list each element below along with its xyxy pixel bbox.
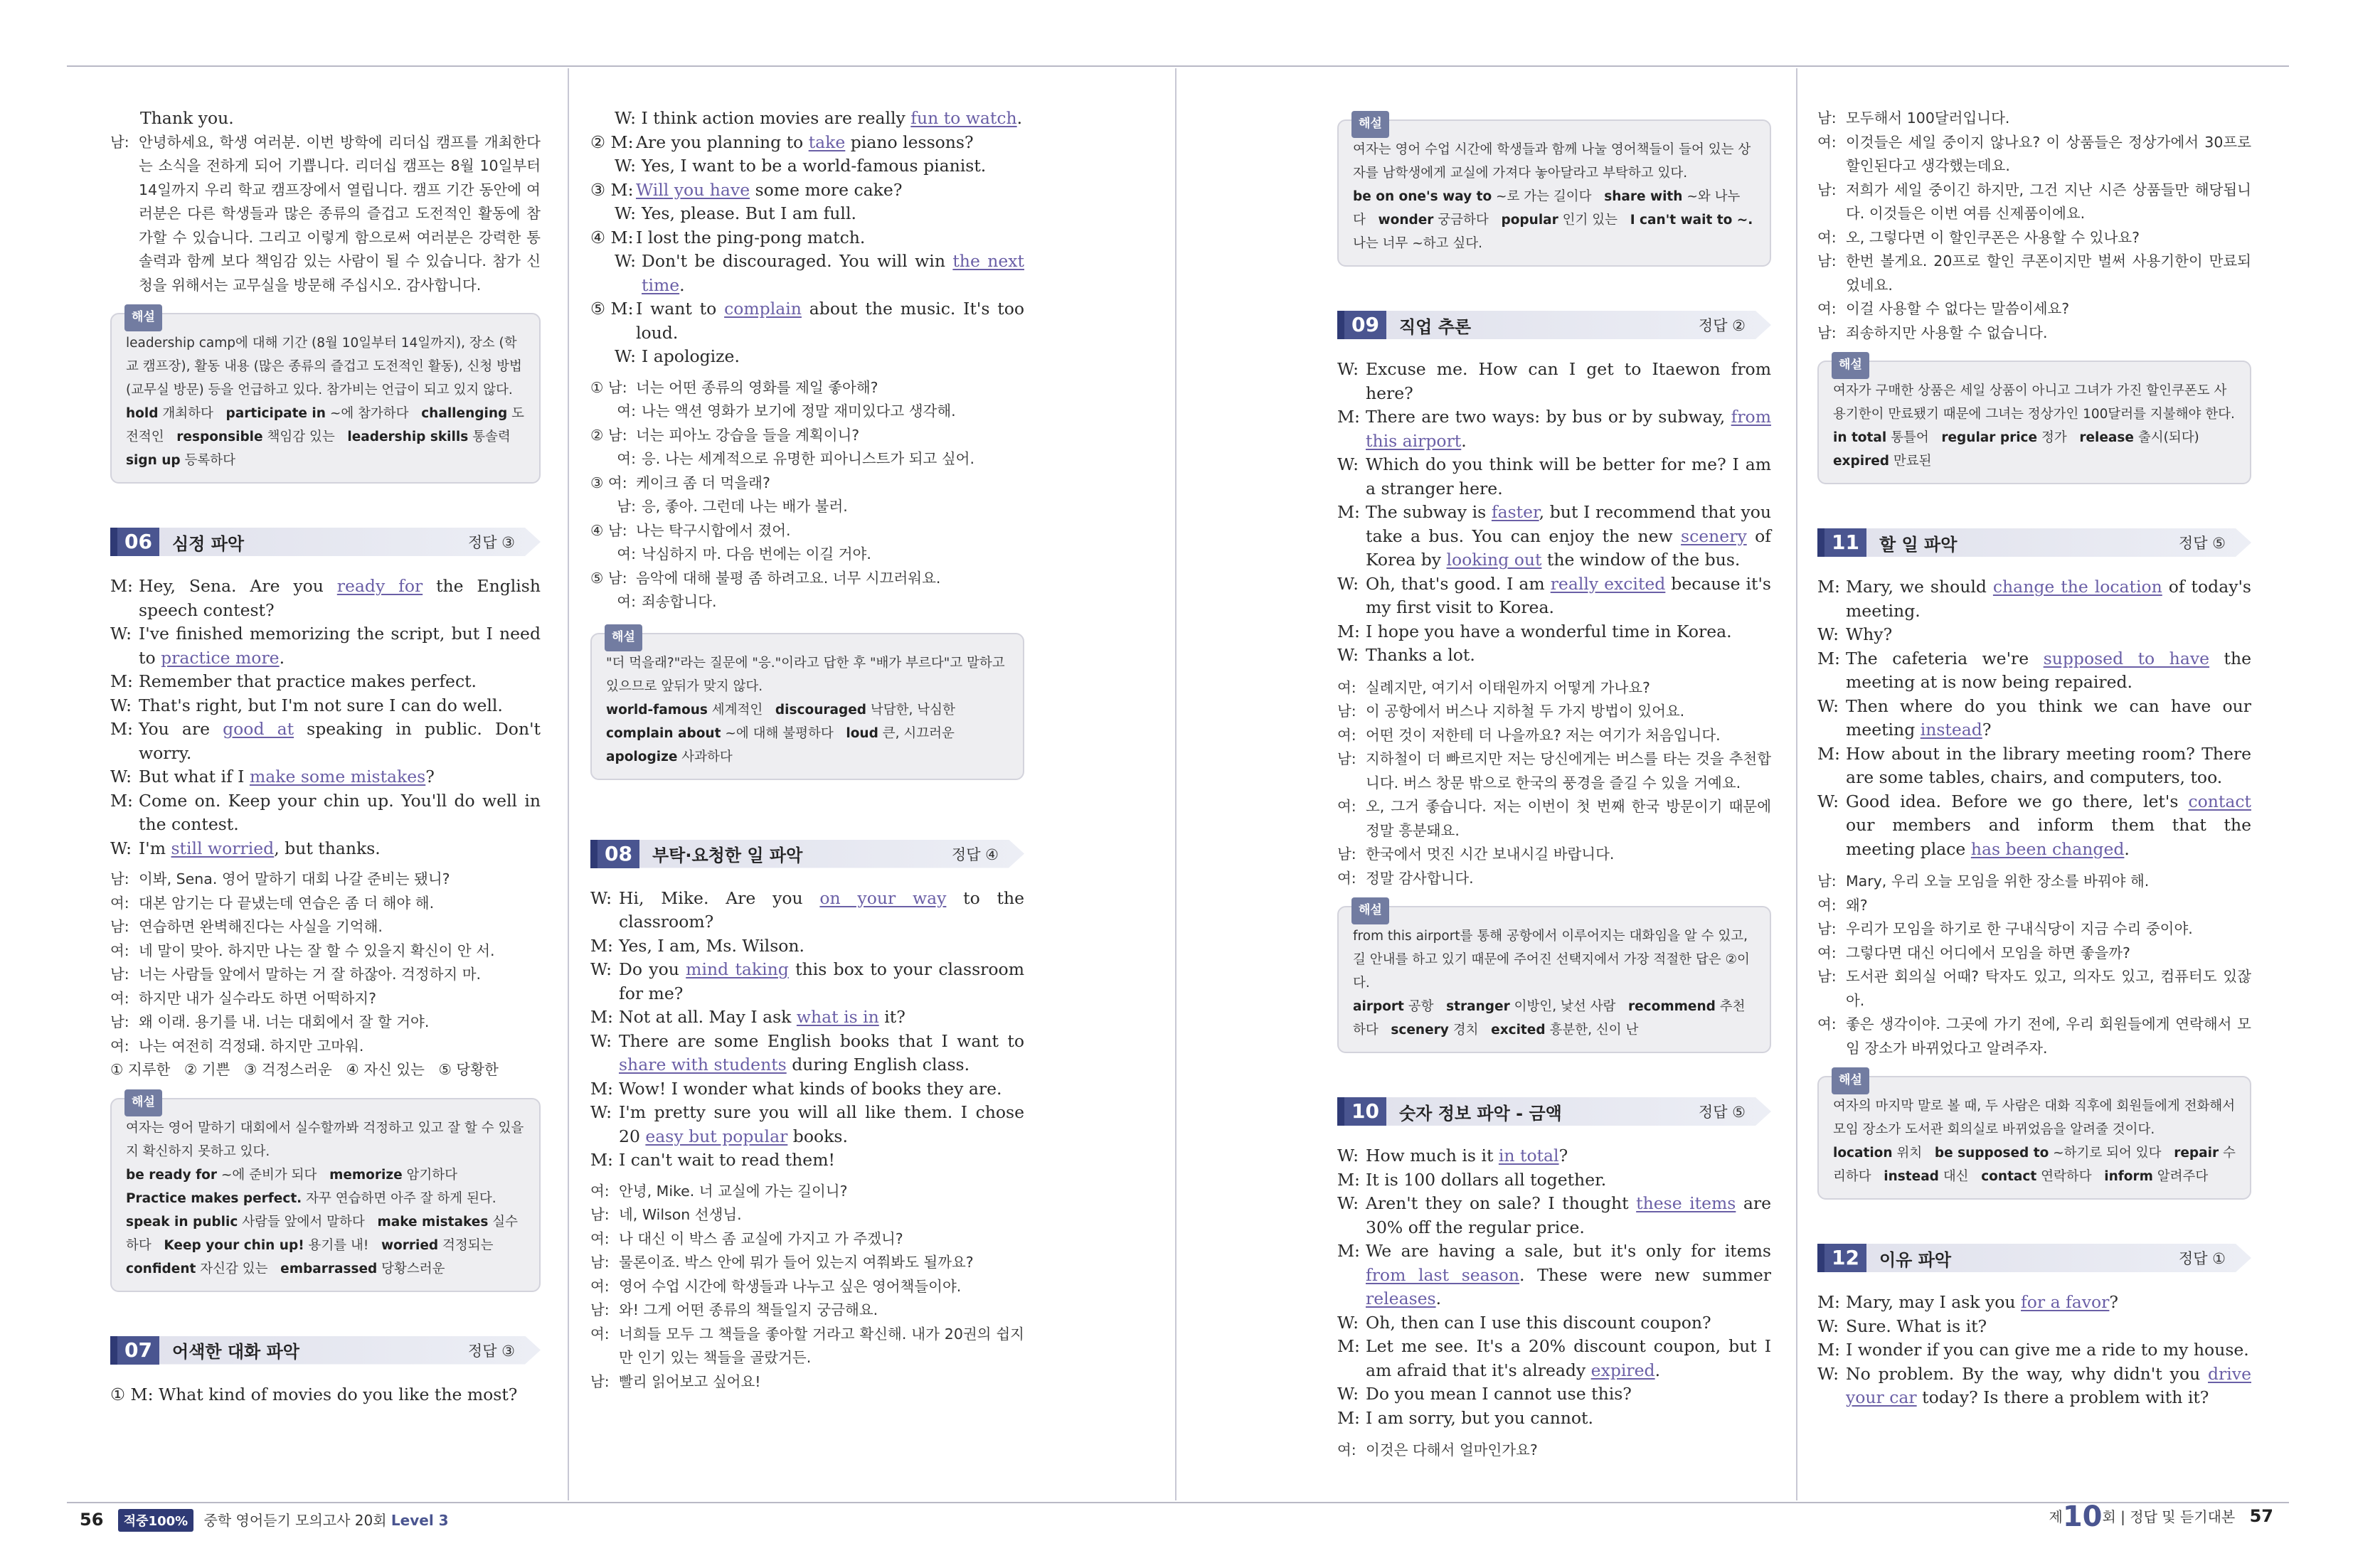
translation-line: 남: 죄송하지만 사용할 수 없습니다. [1817, 324, 2048, 341]
explanation-tag: 해설 [124, 304, 162, 331]
translation-line: 남: 도서관 회의실 어때? 탁자도 있고, 의자도 있고, 컴퓨터도 있잖아. [1817, 968, 2251, 1009]
dialogue-11 [1817, 575, 2251, 861]
answer-choices: ① 지루한 ② 기쁜 ③ 걱정스러운 ④ 자신 있는 ⑤ 당황한 [110, 1061, 499, 1078]
dialogue-line: M: Let me see. It's a 20% discount coupon, but I am afraid that it's already expired. [1337, 1336, 1771, 1380]
answer-label: 정답 ⑤ [1698, 1104, 1746, 1121]
test-suffix: 회 | 정답 및 듣기대본 [2102, 1508, 2236, 1525]
translation-07 [590, 376, 1024, 614]
translation-10 [1817, 107, 2251, 345]
section-12-header [1817, 1244, 2251, 1272]
explanation-tag: 해설 [1832, 352, 1869, 379]
answer-label: 정답 ④ [951, 846, 999, 863]
translation-08 [590, 1180, 1024, 1394]
translation-11 [1817, 870, 2251, 1060]
translation-line: 남: 한국에서 멋진 시간 보내시길 바랍니다. [1337, 846, 1615, 863]
dialogue-line: ② M: Are you planning to take piano lessons? [590, 132, 974, 152]
vocab-list: airport 공항 stranger 이방인, 낯선 사람 recommend 추천하다 scenery 경치 excited 흥분한, 신이 난 [1353, 999, 1746, 1038]
vocab-list: location 위치 be supposed to ~하기로 되어 있다 repair 수리하다 instead 대신 contact 연락하다 inform 알려주다 [1833, 1146, 2236, 1184]
vocab-list: be on one's way to ~로 가는 길이다 share with ~와 나누다 wonder 궁금하다 popular 인기 있는 I can't wait to ~. 나는 너무 ~하고 싶다. [1353, 189, 1753, 251]
translation-line: 여: 너희들 모두 그 책들을 좋아할 거라고 확신해. 내가 20권의 쉽지만 인기 있는 책들을 골랐거든. [590, 1325, 1024, 1366]
translation-line: 여: 나 대신 이 박스 좀 교실에 가지고 가 주겠니? [590, 1230, 903, 1247]
column-divider [568, 68, 569, 1500]
translation-09 [1337, 676, 1771, 891]
footer-right [2049, 1500, 2274, 1533]
section-title: 숫자 정보 파악 - 금액 [1398, 1103, 1562, 1124]
section-number: 07 [110, 1336, 159, 1365]
dialogue-08 [590, 887, 1024, 1173]
dialogue-line: W: Oh, that's good. I am really excited because it's my first visit to Korea. [1337, 573, 1771, 617]
translation-line: 남: 네, Wilson 선생님. [590, 1206, 742, 1223]
section-number: 08 [590, 840, 639, 868]
answer-label: 정답 ⑤ [2178, 535, 2226, 552]
translation-line: 여: 영어 수업 시간에 학생들과 나누고 싶은 영어책들이야. [590, 1277, 962, 1295]
explanation-tag: 해설 [1351, 897, 1389, 924]
dialogue-line: M: How about in the library meeting room? There are some tables, chairs, and computers, too. [1817, 743, 2251, 787]
series-badge: 적중100% [118, 1509, 193, 1532]
translation-line: 남: 지하철이 더 빠르지만 저는 당신에게는 버스를 타는 것을 추천합니다. 버스 창문 밖으로 한국의 풍경을 즐길 수 있을 거예요. [1337, 750, 1771, 791]
dialogue-line: W: I'm still worried, but thanks. [110, 838, 381, 858]
translation-line: 여: 낙심하지 마. 다음 번에는 이길 거야. [617, 545, 871, 562]
section-number: 11 [1817, 528, 1866, 557]
translation-line: 여: 네 말이 맞아. 하지만 나는 잘 할 수 있을지 확신이 안 서. [110, 942, 495, 959]
answer-label: 정답 ③ [467, 1342, 515, 1360]
explanation-tag: 해설 [124, 1089, 162, 1116]
section-title: 직업 추론 [1398, 316, 1472, 337]
translation-line: 남: 한번 볼게요. 20프로 할인 쿠폰이지만 벌써 사용기한이 만료되었네요. [1817, 252, 2251, 294]
translation-line: 여: 정말 감사합니다. [1337, 869, 1474, 887]
dialogue-line: W: Why? [1817, 624, 1893, 644]
dialogue-line: W: But what if I make some mistakes? [110, 767, 435, 786]
translation-line: 여: 나는 여전히 걱정돼. 하지만 고마워. [110, 1037, 364, 1055]
dialogue-07 [590, 131, 1024, 369]
dialogue-line: M: Yes, I am, Ms. Wilson. [590, 935, 805, 956]
dialogue-line: M: I can't wait to read them! [590, 1150, 835, 1170]
column-4 [1817, 107, 2251, 1410]
translation-line: ⑤ 남: 음악에 대해 불평 좀 하려고요. 너무 시끄러워요. [590, 569, 941, 587]
page-number-right: 57 [2249, 1506, 2273, 1526]
dialogue-line: M: Come on. Keep your chin up. You'll do well in the contest. [110, 790, 541, 834]
section-11-header [1817, 528, 2251, 557]
translation-line: 여: 이것들은 세일 중이지 않나요? 이 상품들은 정상가에서 30프로 할인된다고 생각했는데요. [1817, 133, 2251, 174]
translation-line: 여: 이걸 사용할 수 없다는 말씀이세요? [1817, 300, 2070, 317]
translation-line: 남: 이봐, Sena. 영어 말하기 대회 나갈 준비는 됐니? [110, 870, 450, 887]
translation-line: 여: 나는 액션 영화가 보기에 정말 재미있다고 생각해. [617, 402, 956, 420]
dialogue-line: W: Do you mind taking this box to your classroom for me? [590, 959, 1024, 1003]
dialogue-line: M: Mary, we should change the location of today's meeting. [1817, 577, 2251, 621]
explanation-box [110, 1094, 541, 1292]
page-gutter [1175, 68, 1176, 1500]
translation-line: 남: 이 공항에서 버스나 지하철 두 가지 방법이 있어요. [1337, 703, 1685, 720]
dialogue-line: W: Yes, please. But I am full. [614, 203, 856, 223]
page-number-left: 56 [80, 1510, 104, 1530]
dialogue-line: W: Thanks a lot. [1337, 645, 1475, 665]
answer-label: 정답 ② [1698, 317, 1746, 334]
section-09-header [1337, 311, 1771, 339]
explanation-text: from this airport를 통해 공항에서 이루어지는 대화임을 알 수 있고, 길 안내를 하고 있기 때문에 주어진 선택지에서 가장 적절한 답은 ②이다. [1353, 929, 1750, 991]
section-06-header [110, 528, 541, 556]
dialogue-line: W: Don't be discouraged. You will win the next time. [614, 251, 1024, 295]
translation-line: ① 남: 너는 어떤 종류의 영화를 제일 좋아해? [590, 378, 878, 396]
vocab-list: hold 개최하다 participate in ~에 참가하다 challenging 도전적인 responsible 책임감 있는 leadership skills 통솔력 sign up 등록하다 [126, 406, 525, 468]
dialogue-line: W: No problem. By the way, why didn't you drive your car today? Is there a problem with it? [1817, 1363, 2251, 1407]
dialogue-line: W: Good idea. Before we go there, let's contact our members and inform them that the meeting place has been changed. [1817, 791, 2251, 859]
announcement-korean: 남: 안녕하세요, 학생 여러분. 이번 방학에 리더십 캠프를 개최한다는 소식을 전하게 되어 기쁩니다. 리더십 캠프는 8월 10일부터 14일까지 우리 학교 캠프장에서 열립니다. 캠프 기간 동안에 여러분은 다른 학생들과 많은 종류의 즐겁고 도전적인 활동에 참가할 수 있습니다. 그리고 이렇게 함으로써 여러분은 강력한 통솔력과 함께 보다 책임감 있는 사람이 될 수 있습니다. 참가 신청을 위해서는 교무실을 방문해 주십시오. 감사합니다. [110, 133, 541, 294]
dialogue-line: W: There are some English books that I want to share with students during English class. [590, 1030, 1024, 1074]
vocab-list: world-famous 세계적인 discouraged 낙담한, 낙심한 complain about ~에 대해 불평하다 loud 큰, 시끄러운 apologize 사과하다 [606, 702, 955, 764]
explanation-text: leadership camp에 대해 기간 (8월 10일부터 14일까지), 장소 (학교 캠프장), 활동 내용 (많은 종류의 즐겁고 도전적인 활동), 신청 방법 (교무실 방문) 등을 언급하고 있다. 참가비는 언급이 되고 있지 않다. [126, 336, 522, 398]
dialogue-line: W: Hi, Mike. Are you on your way to the classroom? [590, 887, 1024, 932]
section-number: 06 [110, 528, 159, 556]
dialogue-line: W: Sure. What is it? [1817, 1316, 1987, 1336]
dialogue-line: W: I apologize. [614, 346, 740, 366]
dialogue-line: M: Remember that practice makes perfect. [110, 671, 477, 691]
translation-line: 남: 모두해서 100달러입니다. [1817, 110, 2010, 127]
answer-label: 정답 ③ [467, 534, 515, 551]
translation-line: 남: 우리가 모임을 하기로 한 구내식당이 지금 수리 중이야. [1817, 920, 2193, 937]
translation-line: 여: 죄송합니다. [617, 593, 717, 610]
explanation-text: "더 먹을래?"라는 질문에 "응."이라고 답한 후 "배가 부르다"고 말하고 있으므로 앞뒤가 맞지 않다. [606, 655, 1005, 694]
column-divider [1796, 68, 1797, 1500]
section-title: 할 일 파악 [1879, 534, 1958, 555]
footer-left [80, 1509, 449, 1532]
translation-line: 남: 와! 그게 어떤 종류의 책들일지 궁금해요. [590, 1301, 878, 1318]
dialogue-line: ① M: What kind of movies do you like the most? [110, 1384, 518, 1404]
top-rule [67, 65, 2289, 67]
section-number: 10 [1337, 1097, 1386, 1126]
dialogue-line: ④ M: I lost the ping-pong match. [590, 227, 866, 247]
section-title: 심정 파악 [171, 533, 245, 554]
vocab-list: in total 통틀어 regular price 정가 release 출시(되다) expired 만료된 [1833, 430, 2199, 469]
dialogue-09 [1337, 358, 1771, 668]
explanation-box [1817, 1073, 2251, 1200]
translation-line: 남: 빨리 읽어보고 싶어요! [590, 1372, 761, 1390]
section-title: 이유 파악 [1879, 1249, 1952, 1270]
dialogue-line: M: Wow! I wonder what kinds of books they are. [590, 1078, 1002, 1099]
translation-line: 여: 대본 암기는 다 끝냈는데 연습은 좀 더 해야 해. [110, 894, 435, 912]
translation-line: 여: 실례지만, 여기서 이태원까지 어떻게 가나요? [1337, 678, 1650, 696]
translation-line: 남: 저희가 세일 중이긴 하지만, 그건 지난 시즌 상품들만 해당됩니다. 이것들은 이번 여름 신제품이에요. [1817, 181, 2251, 222]
column-3 [1337, 114, 1771, 1463]
answer-label: 정답 ① [2178, 1250, 2226, 1267]
dialogue-line: ③ M: Will you have some more cake? [590, 179, 903, 200]
explanation-text: 여자는 영어 말하기 대회에서 실수할까봐 걱정하고 있고 잘 할 수 있을지 확신하지 못하고 있다. [126, 1120, 524, 1159]
thanks-line: Thank you. [140, 108, 234, 128]
translation-line: 남: Mary, 우리 오늘 모임을 위한 장소를 바꿔야 해. [1817, 873, 2150, 890]
dialogue-line: M: Hey, Sena. Are you ready for the English speech contest? [110, 576, 541, 620]
translation-line: 여: 응. 나는 세계적으로 유명한 피아니스트가 되고 싶어. [617, 450, 974, 467]
column-1 [110, 107, 541, 1407]
dialogue-line: M: I wonder if you can give me a ride to my house. [1817, 1340, 2249, 1360]
dialogue-line: W: Then where do you think we can have our meeting instead? [1817, 695, 2251, 740]
section-title: 부탁·요청한 일 파악 [652, 846, 803, 865]
dialogue-line: M: We are having a sale, but it's only for items from last season. These were new summer releases. [1337, 1241, 1771, 1308]
dialogue-line: W: Yes, I want to be a world-famous pianist. [614, 156, 987, 176]
dialogue-06 [110, 575, 541, 860]
section-number: 12 [1817, 1244, 1866, 1272]
dialogue-line: W: I think action movies are really fun to watch. [615, 108, 1023, 128]
translation-line: ③ 여: 케이크 좀 더 먹을래? [590, 474, 770, 491]
explanation-box [1337, 903, 1771, 1053]
dialogue-line: M: The subway is faster, but I recommend that you take a bus. You can enjoy the new scenery of Korea by looking out the window of the bus. [1337, 502, 1771, 570]
explanation-text: 여자가 구매한 상품은 세일 상품이 아니고 그녀가 가진 할인쿠폰도 사용기한이 만료됐기 때문에 그녀는 정상가인 100달러를 지불해야 한다. [1833, 383, 2235, 422]
explanation-box [590, 629, 1024, 780]
explanation-box [1337, 119, 1771, 267]
translation-line: 여: 이것은 다해서 얼마인가요? [1337, 1441, 1538, 1458]
test-number: 10 [2062, 1500, 2103, 1533]
explanation-tag: 해설 [605, 624, 642, 651]
book-title: 중학 영어듣기 모의고사 20회 [203, 1512, 387, 1529]
dialogue-line: W: Oh, then can I use this discount coupon? [1337, 1312, 1711, 1333]
dialogue-line: W: Excuse me. How can I get to Itaewon from here? [1337, 359, 1771, 403]
translation-line: 여: 오, 그거 좋습니다. 저는 이번이 첫 번째 한국 방문이기 때문에 정말 흥분돼요. [1337, 798, 1771, 839]
dialogue-10 [1337, 1144, 1771, 1430]
explanation-text: 여자의 마지막 말로 볼 때, 두 사람은 대화 직후에 회원들에게 전화해서 모임 장소가 도서관 회의실로 바뀌었음을 알려줄 것이다. [1833, 1099, 2236, 1137]
translation-06 [110, 868, 541, 1082]
dialogue-line: M: I hope you have a wonderful time in Korea. [1337, 621, 1732, 641]
translation-line: 여: 좋은 생각이야. 그곳에 가기 전에, 우리 회원들에게 연락해서 모임 장소가 바뀌었다고 알려주자. [1817, 1015, 2251, 1057]
dialogue-line: M: I am sorry, but you cannot. [1337, 1407, 1593, 1428]
translation-line: 여: 어떤 것이 저한테 더 나을까요? 저는 여기가 처음입니다. [1337, 726, 1721, 744]
column-2 [590, 107, 1024, 1394]
dialogue-line: M: You are good at speaking in public. Don't worry. [110, 719, 541, 763]
dialogue-line: M: There are two ways: by bus or by subway, from this airport. [1337, 407, 1771, 451]
translation-line: ② 남: 너는 피아노 강습을 들을 계획이니? [590, 426, 860, 444]
translation-line: 남: 왜 이래. 용기를 내. 너는 대회에서 잘 할 거야. [110, 1013, 430, 1030]
section-07-header [110, 1336, 541, 1365]
bottom-rule [67, 1502, 2289, 1503]
dialogue-line: M: It is 100 dollars all together. [1337, 1169, 1607, 1190]
dialogue-line: W: That's right, but I'm not sure I can do well. [110, 695, 503, 715]
translation-line: 여: 하지만 내가 실수라도 하면 어떡하지? [110, 989, 376, 1007]
dialogue-line: ⑤ M: I want to complain about the music. It's too loud. [590, 299, 1024, 343]
explanation-text: 여자는 영어 수업 시간에 학생들과 함께 나눌 영어책들이 들어 있는 상자를 남학생에게 교실에 가져다 놓아달라고 부탁하고 있다. [1353, 142, 1751, 181]
translation-line: 여: 왜? [1817, 896, 1868, 914]
dialogue-line: W: Which do you think will be better for me? I am a stranger here. [1337, 454, 1771, 498]
translation-line: ④ 남: 나는 탁구시합에서 졌어. [590, 521, 791, 539]
dialogue-line: W: How much is it in total? [1337, 1146, 1568, 1166]
section-08-header [590, 840, 1024, 868]
explanation-box [110, 310, 541, 484]
dialogue-line: W: Aren't they on sale? I thought these items are 30% off the regular price. [1337, 1193, 1772, 1237]
test-prefix: 제 [2049, 1508, 2063, 1525]
dialogue-line: W: I've finished memorizing the script, but I need to practice more. [110, 624, 541, 668]
level-label: Level 3 [391, 1512, 449, 1529]
dialogue-line: M: Mary, may I ask you for a favor? [1817, 1292, 2119, 1312]
explanation-tag: 해설 [1351, 111, 1389, 138]
translation-line: 남: 연습하면 완벽해진다는 사실을 기억해. [110, 918, 383, 935]
dialogue-line: M: Not at all. May I ask what is in it? [590, 1007, 905, 1027]
section-10-header [1337, 1097, 1771, 1126]
translation-line: 남: 너는 사람들 앞에서 말하는 거 잘 하잖아. 걱정하지 마. [110, 966, 482, 983]
dialogue-line: M: The cafeteria we're supposed to have the meeting at is now being repaired. [1817, 648, 2251, 692]
vocab-list: be ready for ~에 준비가 되다 memorize 암기하다 Practice makes perfect. 자꾸 연습하면 아주 잘 하게 된다. speak in public 사람들 앞에서 말하다 make mistakes 실수하다 Keep your chin up! 용기를 내! worried 걱정되는 confident 자신감 있는 embarrassed 당황스러운 [126, 1167, 518, 1276]
section-title: 어색한 대화 파악 [171, 1342, 299, 1362]
section-number: 09 [1337, 311, 1386, 339]
dialogue-line: W: I'm pretty sure you will all like them. I chose 20 easy but popular books. [590, 1102, 1024, 1146]
explanation-tag: 해설 [1832, 1067, 1869, 1094]
dialogue-12 [1817, 1291, 2251, 1410]
translation-line: 여: 그렇다면 대신 어디에서 모임을 하면 좋을까? [1817, 944, 2130, 961]
translation-line: 여: 오, 그렇다면 이 할인쿠폰은 사용할 수 있나요? [1817, 228, 2140, 246]
translation-line: 남: 물론이죠. 박스 안에 뭐가 들어 있는지 여쭤봐도 될까요? [590, 1254, 974, 1271]
dialogue-line: W: Do you mean I cannot use this? [1337, 1384, 1632, 1404]
explanation-box [1817, 358, 2251, 484]
translation-line: 남: 응, 좋아. 그런데 나는 배가 불러. [617, 498, 848, 515]
translation-line: 여: 안녕, Mike. 너 교실에 가는 길이니? [590, 1182, 848, 1200]
